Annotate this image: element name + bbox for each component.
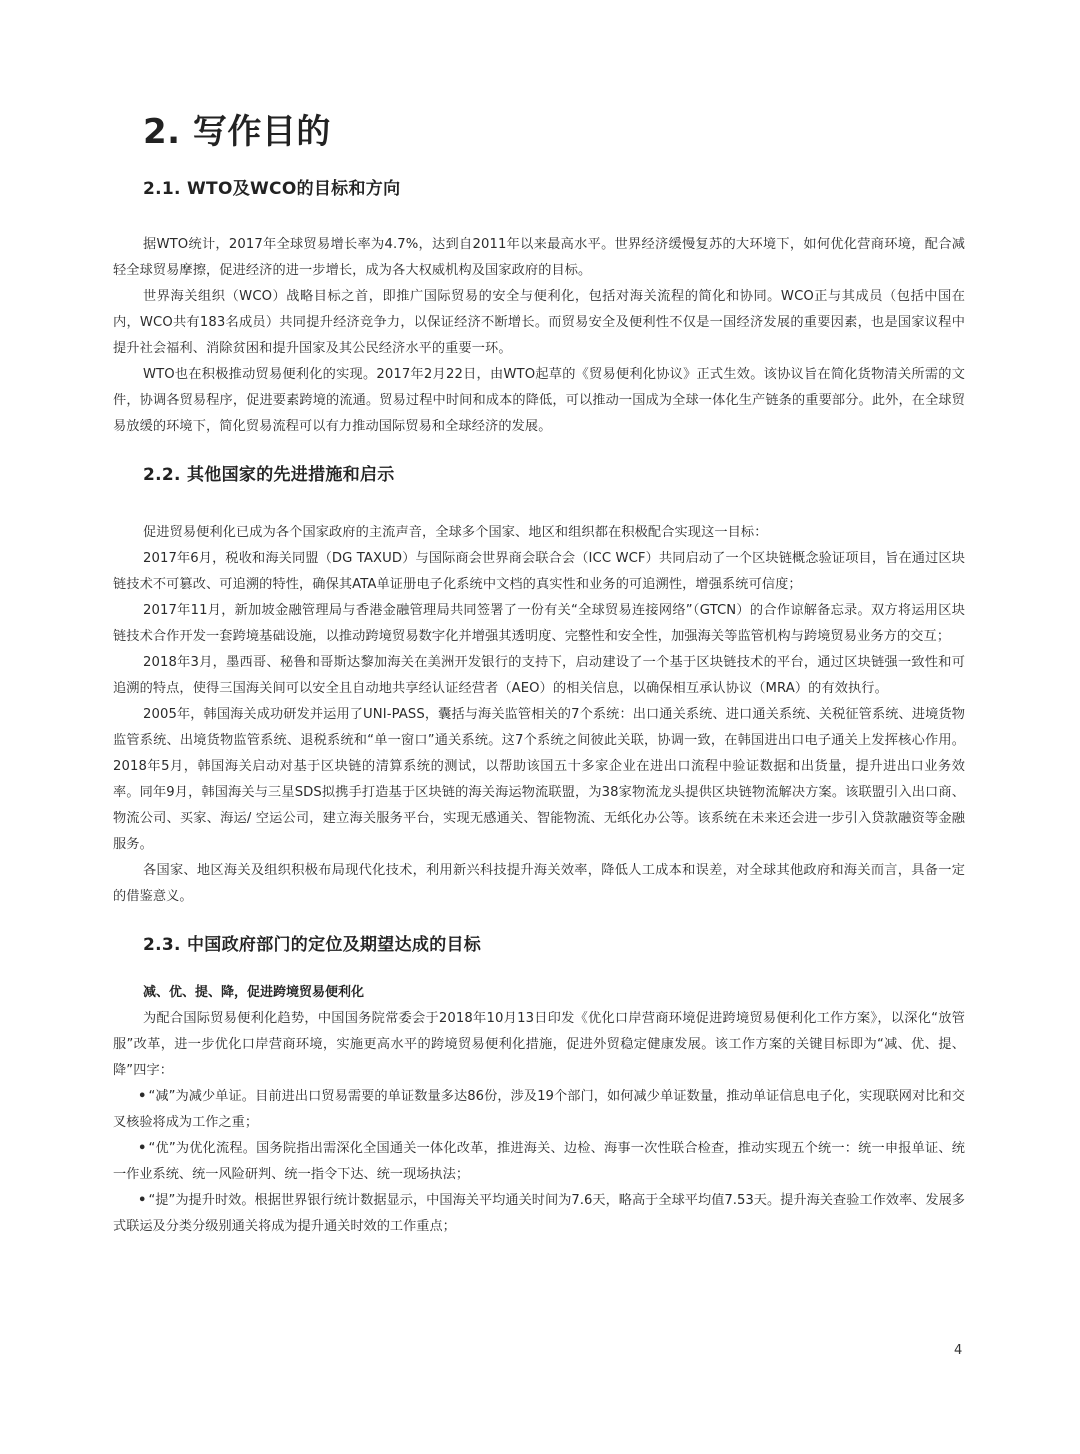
paragraph: 据WTO统计，2017年全球贸易增长率为4.7%，达到自2011年以来最高水平。世界经济缓慢复苏的大环境下，如何优化营商环境，配合减轻全球贸易摩擦，促进经济的进一步增长，成为各大权威机构及国家政府的目标。	[113, 237, 965, 278]
paragraph: 为配合国际贸易便利化趋势，中国国务院常委会于2018年10月13日印发《优化口岸营商环境促进跨境贸易便利化工作方案》，以深化“放管服”改革，进一步优化口岸营商环境，实施更高水平的跨境贸易便利化措施，促进外贸稳定健康发展。该工作方案的关键目标即为“减、优、提、降”四字：	[113, 1011, 965, 1078]
paragraph: 2018年3月，墨西哥、秘鲁和哥斯达黎加海关在美洲开发银行的支持下，启动建设了一个基于区块链技术的平台，通过区块链强一致性和可追溯的特点，使得三国海关间可以安全且自动地共享经认证经营者（AEO）的相关信息，以确保相互承认协议（MRA）的有效执行。	[113, 655, 965, 696]
bullet-text: “提”为提升时效。根据世界银行统计数据显示，中国海关平均通关时间为7.6天，略高于全球平均值7.53天。提升海关查验工作效率、发展多式联运及分类分级别通关将成为提升通关时效的工作重点；	[113, 1193, 965, 1234]
paragraph: WTO也在积极推动贸易便利化的实现。2017年2月22日，由WTO起草的《贸易便利化协议》正式生效。该协议旨在简化货物清关所需的文件，协调各贸易程序，促进要素跨境的流通。贸易过程中时间和成本的降低，可以推动一国成为全球一体化生产链条的重要部分。此外，在全球贸易放缓的环境下，简化贸易流程可以有力推动国际贸易和全球经济的发展。	[113, 367, 965, 434]
page-content	[113, 108, 965, 1240]
subheading: 减、优、提、降，促进跨境贸易便利化	[143, 985, 365, 1000]
section-2-3	[113, 932, 965, 1240]
bullet-dot: •	[138, 1141, 147, 1156]
paragraph: 促进贸易便利化已成为各个国家政府的主流声音，全球多个国家、地区和组织都在积极配合实现这一目标：	[143, 525, 768, 540]
page-title: 2. 写作目的	[143, 112, 331, 152]
bullet-dot: •	[138, 1089, 147, 1104]
bullet-item	[113, 1084, 965, 1136]
bullet-item	[113, 1136, 965, 1188]
paragraph: 2017年11月，新加坡金融管理局与香港金融管理局共同签署了一份有关“全球贸易连接网络”（GTCN）的合作谅解备忘录。双方将运用区块链技术合作开发一套跨境基础设施，以推动跨境贸易数字化并增强其透明度、完整性和安全性，加强海关等监管机构与跨境贸易业务方的交互；	[113, 603, 965, 644]
section-heading: 2.2. 其他国家的先进措施和启示	[143, 465, 395, 485]
paragraph: 世界海关组织（WCO）战略目标之首，即推广国际贸易的安全与便利化，包括对海关流程的简化和协同。WCO正与其成员（包括中国在内，WCO共有183名成员）共同提升经济竞争力，以保证经济不断增长。而贸易安全及便利性不仅是一国经济发展的重要因素，也是国家议程中提升社会福利、消除贫困和提升国家及其公民经济水平的重要一环。	[113, 289, 965, 356]
bullet-dot: •	[138, 1193, 147, 1208]
section-heading: 2.3. 中国政府部门的定位及期望达成的目标	[143, 935, 482, 955]
section-heading: 2.1. WTO及WCO的目标和方向	[143, 179, 401, 199]
paragraph: 各国家、地区海关及组织积极布局现代化技术，利用新兴科技提升海关效率，降低人工成本和误差，对全球其他政府和海关而言，具备一定的借鉴意义。	[113, 863, 965, 904]
bullet-item	[113, 1188, 965, 1240]
section-2-1	[113, 176, 965, 440]
section-2-2	[113, 462, 965, 910]
paragraph: 2017年6月，税收和海关同盟（DG TAXUD）与国际商会世界商会联合会（ICC WCF）共同启动了一个区块链概念验证项目，旨在通过区块链技术不可篡改、可追溯的特性，确保其ATA单证册电子化系统中文档的真实性和业务的可追溯性，增强系统可信度；	[113, 551, 965, 592]
bullet-text: “减”为减少单证。目前进出口贸易需要的单证数量多达86份，涉及19个部门，如何减少单证数量，推动单证信息电子化，实现联网对比和交叉核验将成为工作之重；	[113, 1089, 965, 1130]
paragraph: 2005年，韩国海关成功研发并运用了UNI-PASS，囊括与海关监管相关的7个系统：出口通关系统、进口通关系统、关税征管系统、进境货物监管系统、出境货物监管系统、退税系统和“单一窗口”通关系统。这7个系统之间彼此关联，协调一致，在韩国进出口电子通关上发挥核心作用。2018年5月，韩国海关启动对基于区块链的清算系统的测试，以帮助该国五十多家企业在进出口流程中验证数据和出货量，提升进出口业务效率。同年9月，韩国海关与三星SDS拟携手打造基于区块链的海关海运物流联盟，为38家物流龙头提供区块链物流解决方案。该联盟引入出口商、物流公司、买家、海运/ 空运公司，建立海关服务平台，实现无感通关、智能物流、无纸化办公等。该系统在未来还会进一步引入贷款融资等金融服务。	[113, 707, 965, 852]
page-number: 4	[954, 1343, 963, 1358]
bullet-text: “优”为优化流程。国务院指出需深化全国通关一体化改革，推进海关、边检、海事一次性联合检查，推动实现五个统一：统一申报单证、统一作业系统、统一风险研判、统一指令下达、统一现场执法；	[113, 1141, 965, 1182]
